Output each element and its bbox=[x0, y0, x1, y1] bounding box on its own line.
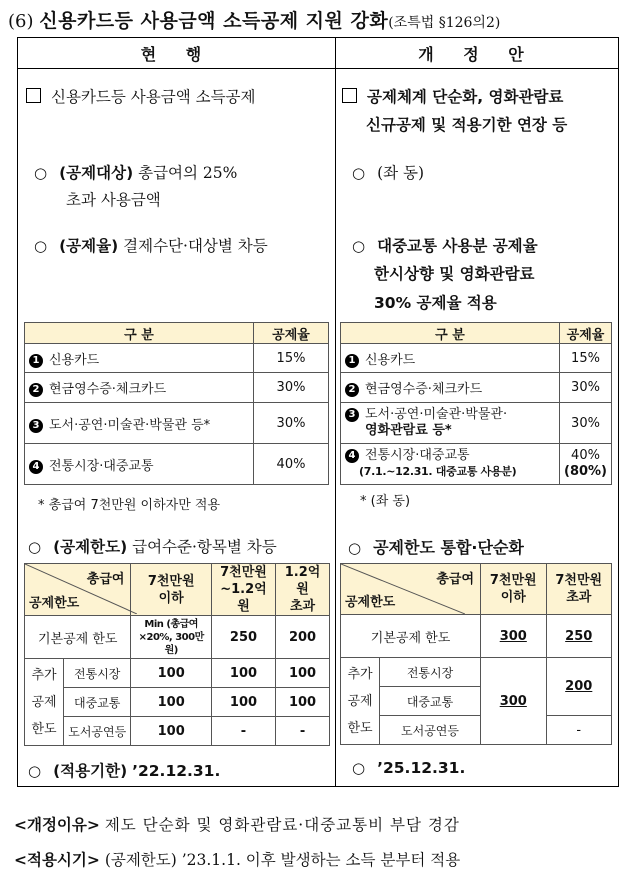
number-badge-icon: 1 bbox=[29, 354, 43, 368]
number-badge-icon: 4 bbox=[345, 449, 359, 463]
right-target: ○ (좌 동) bbox=[352, 164, 425, 182]
col-header: 7천만원 초과 bbox=[546, 564, 612, 615]
table-row: 추가 공제 한도 전통시장 100 100 100 bbox=[25, 659, 330, 688]
header-row bbox=[17, 37, 619, 69]
left-item-head: 신용카드등 사용금액 소득공제 bbox=[26, 85, 256, 107]
table-row: 도서공연등 - bbox=[341, 716, 612, 745]
circle-bullet-icon: ○ bbox=[28, 762, 42, 780]
left-period: ○ (적용기한) ’22.12.31. bbox=[28, 762, 221, 780]
circle-bullet-icon: ○ bbox=[28, 538, 42, 556]
right-rate-line2: 한시상향 및 영화관람료 bbox=[374, 265, 535, 283]
extra-label: 추가 공제 한도 bbox=[25, 659, 64, 746]
circle-bullet-icon: ○ bbox=[34, 237, 48, 255]
left-limit: ○ (공제한도) 급여수준·항목별 차등 bbox=[28, 538, 277, 556]
column-divider bbox=[335, 37, 336, 787]
table-row: 3 도서·공연·미술관·박물관· 영화관람료 등* 30% bbox=[341, 403, 612, 444]
circle-bullet-icon: ○ bbox=[348, 539, 362, 557]
col-header: 1.2억원 초과 bbox=[276, 564, 330, 616]
title-main: 신용카드등 사용금액 소득공제 지원 강화 bbox=[39, 10, 389, 32]
number-badge-icon: 2 bbox=[345, 383, 359, 397]
checkbox-icon bbox=[342, 88, 357, 103]
table-row: 2 현금영수증·체크카드 30% bbox=[341, 373, 612, 403]
limit-corner-cell: 총급여 공제한도 bbox=[341, 564, 481, 615]
left-rate-table bbox=[24, 322, 329, 485]
circle-bullet-icon: ○ bbox=[34, 164, 48, 182]
table-header-type: 구 분 bbox=[341, 323, 560, 344]
col-header: 7천만원 ~1.2억원 bbox=[211, 564, 275, 616]
col-header: 7천만원 이하 bbox=[481, 564, 546, 615]
section-title bbox=[8, 6, 500, 33]
table-row: 1 신용카드 15% bbox=[341, 344, 612, 373]
circle-bullet-icon: ○ bbox=[352, 237, 366, 255]
checkbox-icon bbox=[26, 88, 41, 103]
circle-bullet-icon: ○ bbox=[352, 164, 366, 182]
number-badge-icon: 1 bbox=[345, 354, 359, 368]
table-row: 4 전통시장·대중교통 (7.1.~12.31. 대중교통 사용분) 40% (80%) bbox=[341, 444, 612, 485]
table-header-type: 구 분 bbox=[25, 323, 254, 344]
circle-bullet-icon: ○ bbox=[352, 759, 366, 777]
table-row: 1 신용카드 15% bbox=[25, 344, 329, 373]
number-badge-icon: 2 bbox=[29, 383, 43, 397]
title-prefix: (6) bbox=[8, 11, 34, 32]
table-row: 기본공제 한도 300 250 bbox=[341, 615, 612, 658]
right-period: ○ ’25.12.31. bbox=[352, 759, 466, 777]
footer-timing: <적용시기> (공제한도) ’23.1.1. 이후 발생하는 소득 분부터 적용 bbox=[14, 851, 461, 869]
right-item-head: 공제체계 단순화, 영화관람료 bbox=[342, 85, 563, 107]
left-target-line2: 초과 사용금액 bbox=[66, 191, 161, 209]
number-badge-icon: 4 bbox=[29, 460, 43, 474]
right-rate-table bbox=[340, 322, 612, 485]
basic-label: 기본공제 한도 bbox=[25, 616, 131, 659]
right-rate: ○ 대중교통 사용분 공제율 bbox=[352, 237, 538, 255]
left-limit-table bbox=[24, 563, 330, 746]
col-header: 7천만원 이하 bbox=[131, 564, 211, 616]
right-limit: ○ 공제한도 통합·단순화 bbox=[348, 538, 524, 557]
extra-label: 추가 공제 한도 bbox=[341, 658, 380, 745]
table-row: 추가 공제 한도 전통시장 300 200 bbox=[341, 658, 612, 687]
table-row: 도서공연등 100 - - bbox=[25, 717, 330, 746]
table-row: 기본공제 한도 Min (총급여 ×20%, 300만원) 250 200 bbox=[25, 616, 330, 659]
table-row: 3 도서·공연·미술관·박물관 등* 30% bbox=[25, 403, 329, 444]
table-row: 2 현금영수증·체크카드 30% bbox=[25, 373, 329, 403]
header-current: 현 행 bbox=[140, 44, 214, 64]
right-rate-line3: 30% 공제율 적용 bbox=[374, 294, 497, 312]
table-row: 4 전통시장·대중교통 40% bbox=[25, 444, 329, 485]
table-header-rate: 공제율 bbox=[254, 323, 329, 344]
table-row: 대중교통 100 100 100 bbox=[25, 688, 330, 717]
table-row: 대중교통 bbox=[341, 687, 612, 716]
title-ref: (조특법 §126의2) bbox=[388, 15, 501, 31]
footer-reason: <개정이유> 제도 단순화 및 영화관람료·대중교통비 부담 경감 bbox=[14, 816, 460, 834]
number-badge-icon: 3 bbox=[345, 408, 359, 422]
limit-corner-cell: 총급여 공제한도 bbox=[25, 564, 131, 616]
basic-label: 기본공제 한도 bbox=[341, 615, 481, 658]
number-badge-icon: 3 bbox=[29, 419, 43, 433]
left-target: ○ (공제대상) 총급여의 25% bbox=[34, 164, 238, 182]
left-note: * 총급여 7천만원 이하자만 적용 bbox=[38, 498, 220, 513]
table-header-rate: 공제율 bbox=[560, 323, 612, 344]
header-revised: 개 정 안 bbox=[418, 44, 536, 64]
left-rate: ○ (공제율) 결제수단·대상별 차등 bbox=[34, 237, 268, 255]
right-limit-table bbox=[340, 563, 612, 745]
right-note: * (좌 동) bbox=[360, 494, 411, 509]
right-item-head-line2: 신규공제 및 적용기한 연장 등 bbox=[366, 116, 568, 134]
